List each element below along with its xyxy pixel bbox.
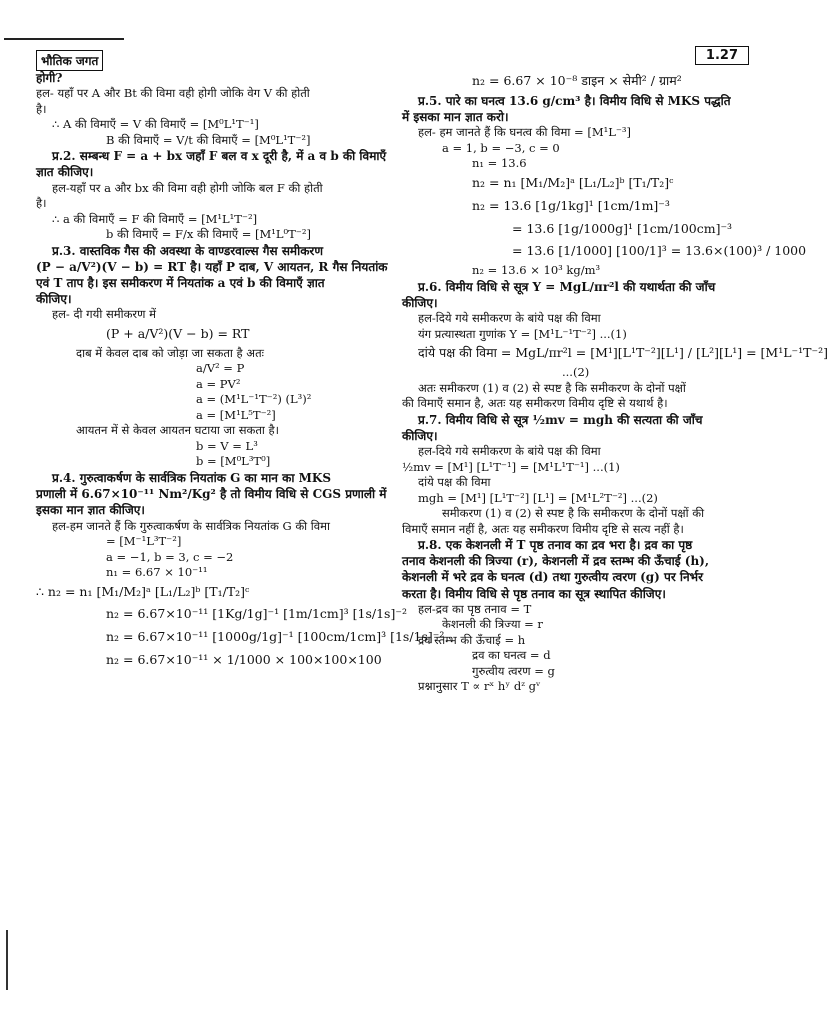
text-line: समीकरण (1) व (2) से स्पष्ट है कि समीकरण के दोनों पक्षों की bbox=[442, 506, 705, 521]
text-line: तनाव केशनली की त्रिज्या (r), केशनली में द्रव स्तम्भ की ऊँचाई (h), bbox=[402, 554, 710, 569]
text-line: द्रव स्तम्भ की ऊँचाई = h bbox=[418, 632, 526, 647]
text-line: ∴ n₂ = n₁ [M₁/M₂]ᵃ [L₁/L₂]ᵇ [T₁/T₂]ᶜ bbox=[36, 583, 250, 599]
text-line: n₂ = 6.67×10⁻¹¹ [1000g/1g]⁻¹ [100cm/1cm]³ [1s/1s]⁻² bbox=[106, 629, 445, 645]
text-line: n₁ = 13.6 bbox=[472, 156, 527, 171]
text-line: इसका मान ज्ञात कीजिए। bbox=[36, 503, 145, 518]
text-line: केशनली की त्रिज्या = r bbox=[442, 617, 543, 632]
text-line: = 13.6 [1/1000] [100/1]³ = 13.6×(100)³ / 1000 bbox=[512, 243, 807, 259]
margin-scan-mark bbox=[6, 930, 8, 990]
text-line: (P + a/V²)(V − b) = RT bbox=[106, 325, 250, 341]
text-line: हल-द्रव का पृष्ठ तनाव = T bbox=[418, 601, 532, 616]
text-line: n₂ = 6.67×10⁻¹¹ [1Kg/1g]⁻¹ [1m/1cm]³ [1s/1s]⁻² bbox=[106, 606, 407, 622]
page-number: 1.27 bbox=[695, 46, 749, 65]
text-line: n₂ = 6.67×10⁻¹¹ × 1/1000 × 100×100×100 bbox=[106, 652, 382, 668]
text-line: प्र.8. एक केशनली में T पृष्ठ तनाव का द्रव भरा है। द्रव का पृष्ठ bbox=[418, 538, 693, 553]
text-line: प्र.4. गुरुत्वाकर्षण के सार्वत्रिक नियतांक G का मान का MKS bbox=[52, 470, 332, 485]
text-line: हल-हम जानते हैं कि गुरुत्वाकर्षण के सार्वत्रिक नियतांक G की विमा bbox=[52, 518, 331, 533]
text-line: ½mv = [M¹] [L¹T⁻¹] = [M¹L¹T⁻¹] ...(1) bbox=[402, 459, 620, 474]
text-line: प्र.5. पारे का घनत्व 13.6 g/cm³ है। विमीय विधि से MKS पद्धति bbox=[418, 93, 731, 108]
text-line: a/V² = P bbox=[196, 361, 245, 376]
text-line: ज्ञात कीजिए। bbox=[36, 165, 94, 180]
text-line: यंग प्रत्यास्थता गुणांक Y = [M¹L⁻¹T⁻²] ...(1) bbox=[418, 326, 627, 341]
text-line: कीजिए। bbox=[402, 296, 438, 310]
text-line: दांये पक्ष की विमा bbox=[418, 475, 491, 490]
text-line: है। bbox=[36, 101, 47, 116]
text-line: ...(2) bbox=[562, 365, 590, 380]
text-line: दाब में केवल दाब को जोड़ा जा सकता है अतः bbox=[76, 345, 264, 360]
text-line: प्रणाली में 6.67×10⁻¹¹ Nm²/Kg² है तो विमीय विधि से CGS प्रणाली में bbox=[36, 487, 387, 502]
text-line: = [M⁻¹L³T⁻²] bbox=[106, 534, 182, 549]
text-line: b = V = L³ bbox=[196, 438, 258, 453]
text-line: गुरुत्वीय त्वरण = g bbox=[472, 663, 555, 678]
text-line: (P − a/V²)(V − b) = RT है। यहाँ P दाब, V आयतन, R गैस नियतांक bbox=[36, 259, 388, 274]
text-line: = 13.6 [1g/1000g]¹ [1cm/100cm]⁻³ bbox=[512, 220, 733, 236]
text-line: n₁ = 6.67 × 10⁻¹¹ bbox=[106, 565, 208, 580]
text-line: दांये पक्ष की विमा = MgL/πr²l = [M¹][L¹T⁻²][L¹] / [L²][L¹] = [M¹L⁻¹T⁻²] bbox=[418, 345, 828, 361]
chapter-title: भौतिक जगत bbox=[36, 50, 103, 71]
text-line: प्र.3. वास्तविक गैस की अवस्था के वाण्डरवाल्स गैस समीकरण bbox=[52, 243, 324, 258]
text-line: होगी? bbox=[36, 71, 63, 85]
text-line: में इसका मान ज्ञात करो। bbox=[402, 110, 509, 125]
text-line: a = 1, b = −3, c = 0 bbox=[442, 140, 560, 155]
text-line: a = PV² bbox=[196, 376, 241, 391]
text-line: करता है। विमीय विधि से पृष्ठ तनाव का सूत्र स्थापित कीजिए। bbox=[402, 586, 666, 601]
text-line: प्रश्नानुसार T ∝ rˣ hʸ dᶻ gᵛ bbox=[418, 679, 541, 694]
top-scan-line bbox=[4, 38, 124, 40]
text-line: n₂ = 13.6 [1g/1kg]¹ [1cm/1m]⁻³ bbox=[472, 197, 670, 213]
text-line: हल- हम जानते हैं कि घनत्व की विमा = [M¹L⁻³] bbox=[418, 125, 632, 140]
text-line: प्र.6. विमीय विधि से सूत्र Y = MgL/πr²l की यथार्थता की जाँच bbox=[418, 279, 716, 294]
text-line: B की विमाएँ = V/t की विमाएँ = [M⁰L¹T⁻²] bbox=[106, 132, 311, 147]
text-line: प्र.2. सम्बन्ध F = a + bx जहाँ F बल व x दूरी है, में a व b की विमाएँ bbox=[52, 149, 387, 164]
text-line: हल-दिये गये समीकरण के बांये पक्ष की विमा bbox=[418, 311, 601, 326]
text-line: n₂ = 6.67 × 10⁻⁸ डाइन × सेमी² / ग्राम² bbox=[472, 73, 682, 88]
text-line: n₂ = n₁ [M₁/M₂]ᵃ [L₁/L₂]ᵇ [T₁/T₂]ᶜ bbox=[472, 174, 674, 190]
text-line: द्रव का घनत्व = d bbox=[472, 648, 551, 663]
text-line: mgh = [M¹] [L¹T⁻²] [L¹] = [M¹L²T⁻²] ...(2) bbox=[418, 490, 658, 505]
text-line: विमाएँ समान नहीं है, अतः यह समीकरण विमीय दृष्टि से सत्य नहीं है। bbox=[402, 521, 684, 536]
text-line: a = −1, b = 3, c = −2 bbox=[106, 549, 234, 564]
text-line: हल-दिये गये समीकरण के बांये पक्ष की विमा bbox=[418, 444, 601, 459]
text-line: कीजिए। bbox=[402, 428, 438, 443]
text-line: a = [M¹L⁵T⁻²] bbox=[196, 407, 276, 422]
text-line: ∴ A की विमाएँ = V की विमाएँ = [M⁰L¹T⁻¹] bbox=[52, 117, 259, 132]
text-line: ∴ a की विमाएँ = F की विमाएँ = [M¹L¹T⁻²] bbox=[52, 211, 258, 226]
text-line: a = (M¹L⁻¹T⁻²) (L³)² bbox=[196, 392, 312, 407]
text-line: n₂ = 13.6 × 10³ kg/m³ bbox=[472, 263, 601, 278]
right-column bbox=[402, 70, 828, 695]
left-column bbox=[36, 70, 445, 672]
text-line: कीजिए। bbox=[36, 292, 72, 307]
text-line: b = [M⁰L³T⁰] bbox=[196, 454, 271, 469]
text-line: अतः समीकरण (1) व (2) से स्पष्ट है कि समीकरण के दोनों पक्षों bbox=[418, 380, 686, 395]
text-line: है। bbox=[36, 196, 47, 211]
text-line: केशनली में भरे द्रव के घनत्व (d) तथा गुरुत्वीय त्वरण (g) पर निर्भर bbox=[402, 570, 704, 585]
text-line: b की विमाएँ = F/x की विमाएँ = [M¹L⁰T⁻²] bbox=[106, 227, 311, 242]
text-line: प्र.7. विमीय विधि से सूत्र ½mv = mgh की सत्यता की जाँच bbox=[418, 412, 703, 427]
text-line: एवं T ताप है। इस समीकरण में नियतांक a एवं b की विमाएँ ज्ञात bbox=[36, 276, 325, 291]
text-line: की विमाएँ समान है, अतः यह समीकरण विमीय दृष्टि से यथार्थ है। bbox=[402, 396, 668, 411]
text-line: हल- दी गयी समीकरण में bbox=[52, 307, 156, 322]
text-line: हल- यहाँ पर A और Bt की विमा वही होगी जोकि वेग V की होती bbox=[36, 86, 310, 101]
text-line: हल-यहाँ पर a और bx की विमा वही होगी जोकि बल F की होती bbox=[52, 180, 323, 195]
text-line: आयतन में से केवल आयतन घटाया जा सकता है। bbox=[76, 423, 279, 438]
